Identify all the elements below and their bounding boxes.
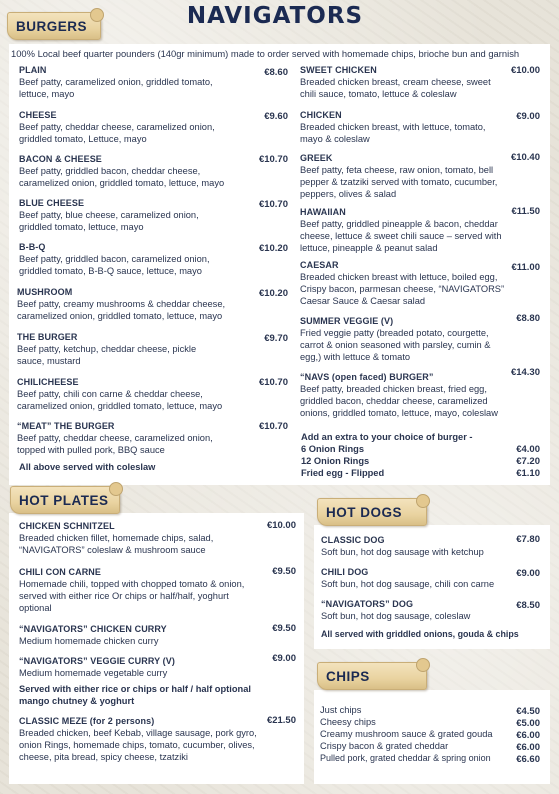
extra-item-name: 6 Onion Rings	[301, 444, 365, 454]
item-name: GREEK	[300, 153, 333, 163]
item-name: “NAVIGATORS” DOG	[321, 599, 414, 609]
item-name: BLUE CHEESE	[19, 198, 85, 208]
item-price: €9.60	[264, 111, 288, 122]
chips-item-price: €4.50	[516, 706, 540, 717]
menu-item	[19, 655, 244, 679]
page-title: NAVIGATORS	[186, 3, 364, 29]
item-desc: Breaded chicken, beef Kebab, village sausage, pork gyro, onion Rings, homemade chips, tomato, cucumber, olives, cheese, pita bread, spicy cheese, tzatziki	[19, 728, 257, 762]
menu-item	[19, 197, 229, 233]
menu-item	[19, 153, 244, 189]
menu-item	[321, 534, 511, 558]
item-price: €10.00	[266, 520, 296, 531]
extras-title: Add an extra to your choice of burger -	[301, 432, 473, 442]
item-desc: Beef patty, cheddar cheese, caramelized onion, griddled tomato, Lettuce, mayo	[19, 122, 215, 144]
item-name: CLASSIC DOG	[321, 535, 385, 545]
item-desc: Beef patty, breaded chicken breast, fried egg, griddled bacon, cheddar cheese, caramelized onions, griddled tomato, lettuce, mayo, coleslaw	[300, 384, 498, 418]
item-name: CLASSIC MEZE (for 2 persons)	[19, 716, 155, 726]
item-desc: Soft bun, hot dog sausage with ketchup	[321, 547, 484, 557]
menu-item	[300, 315, 508, 363]
chips-item-price: €5.00	[516, 718, 540, 729]
item-name: PLAIN	[19, 65, 47, 75]
item-desc: Beef patty, feta cheese, raw onion, tomato, bell pepper & tzatziki served with tomato, cucumber, peppers, olives & salad	[300, 165, 498, 199]
item-name: CHEESE	[19, 110, 57, 120]
item-name: SWEET CHICKEN	[300, 65, 377, 75]
chips-heading	[317, 662, 427, 690]
chips-item-name: Just chips	[320, 705, 362, 715]
item-name: CAESAR	[300, 260, 339, 270]
item-name: CHICKEN	[300, 110, 342, 120]
item-desc: Breaded chicken breast with lettuce, boiled egg, Crispy bacon, parmesan cheese, “NAVIGATORS” Caesar Sauce & Caesar salad	[300, 272, 505, 306]
menu-item	[300, 109, 505, 145]
burgers-heading-label: BURGERS	[16, 19, 88, 34]
item-name: MUSHROOM	[17, 287, 73, 297]
hot-dogs-heading-label: HOT DOGS	[326, 505, 403, 520]
item-price: €9.00	[516, 111, 540, 122]
item-desc: Medium homemade chicken curry	[19, 636, 159, 646]
item-desc: Soft bun, hot dog sausage, coleslaw	[321, 611, 471, 621]
extra-item-price: €4.00	[516, 444, 540, 455]
menu-item	[19, 520, 234, 556]
chips-item-price: €6.00	[516, 730, 540, 741]
item-desc: Beef patty, griddled bacon, cheddar cheese, caramelized onion, griddled tomato, lettuce, mayo	[19, 166, 225, 188]
item-price: €9.50	[272, 623, 296, 634]
menu-item	[17, 420, 232, 456]
item-desc: Breaded chicken breast, cream cheese, sweet chili sauce, tomato, lettuce & coleslaw	[300, 77, 491, 99]
hot-dogs-note: All served with griddled onions, gouda & chips	[321, 629, 519, 639]
scroll-curl-icon	[109, 482, 123, 496]
item-desc: Beef patty, creamy mushrooms & cheddar cheese, caramelized onion, griddled tomato, lettuce, mayo	[17, 299, 226, 321]
item-desc: Beef patty, ketchup, cheddar cheese, pickle sauce, mustard	[17, 344, 197, 366]
item-name: CHICKEN SCHNITZEL	[19, 521, 115, 531]
menu-item	[300, 206, 505, 254]
burgers-intro: 100% Local beef quarter pounders (140gr minimum) made to order served with homemade chips, brioche bun and garnish	[11, 48, 520, 59]
menu-item	[17, 286, 245, 322]
item-desc: Beef patty, blue cheese, caramelized onion, griddled tomato, lettuce, mayo	[19, 210, 199, 232]
chips-item-name: Pulled pork, grated cheddar & spring onion	[320, 753, 491, 763]
scroll-curl-icon	[90, 8, 104, 22]
item-desc: Beef patty, griddled pineapple & bacon, cheddar cheese, lettuce & sweet chili sauce – served with lettuce, pineapple & peanut salad	[300, 219, 502, 253]
item-desc: Breaded chicken breast, with lettuce, tomato, mayo & coleslaw	[300, 122, 486, 144]
extra-item-name: 12 Onion Rings	[301, 456, 370, 466]
item-price: €10.70	[258, 421, 288, 432]
menu-item	[300, 64, 500, 100]
menu-item	[19, 566, 254, 614]
item-name: SUMMER VEGGIE (V)	[300, 316, 394, 326]
item-name: BACON & CHEESE	[19, 154, 102, 164]
item-name: THE BURGER	[17, 332, 78, 342]
menu-item	[19, 241, 234, 277]
chips-item-price: €6.60	[516, 754, 540, 765]
item-name: B-B-Q	[19, 242, 46, 252]
item-desc: Beef patty, cheddar cheese, caramelized onion, topped with pulled pork, BBQ sauce	[17, 433, 213, 455]
item-desc: Beef patty, caramelized onion, griddled tomato, lettuce, mayo	[19, 77, 213, 99]
item-price: €11.00	[511, 262, 540, 273]
item-name: “MEAT” THE BURGER	[17, 421, 115, 431]
item-price: €9.50	[272, 566, 296, 577]
item-desc: Medium homemade vegetable curry	[19, 668, 168, 678]
item-price: €11.50	[511, 206, 540, 217]
item-price: €10.70	[258, 154, 288, 165]
item-price: €10.20	[258, 243, 288, 254]
chips-heading-label: CHIPS	[326, 669, 370, 684]
menu-item	[19, 715, 281, 763]
menu-item	[17, 376, 245, 412]
menu-item	[19, 623, 244, 647]
item-price: €8.60	[264, 67, 288, 78]
item-name: CHILI DOG	[321, 567, 369, 577]
item-name: HAWAIIAN	[300, 207, 346, 217]
extra-item-price: €1.10	[516, 468, 540, 479]
item-price: €10.70	[258, 199, 288, 210]
menu-item	[300, 371, 510, 419]
item-price: €9.70	[264, 333, 288, 344]
extra-item-price: €7.20	[516, 456, 540, 467]
item-price: €8.80	[516, 313, 540, 324]
hot-plates-heading-label: HOT PLATES	[19, 493, 109, 508]
item-price: €9.00	[272, 653, 296, 664]
item-name: “NAVIGATORS” VEGGIE CURRY (V)	[19, 656, 175, 666]
item-price: €8.50	[516, 600, 540, 611]
hot-dogs-heading	[317, 498, 427, 526]
burgers-heading	[7, 12, 101, 40]
item-desc: Soft bun, hot dog sausage, chili con carne	[321, 579, 495, 589]
chips-item-name: Crispy bacon & grated cheddar	[320, 741, 449, 751]
item-desc: Fried veggie patty (breaded potato, courgette, carrot & onion seasoned with parsley, cumin & egg,) with lettuce & tomato	[300, 328, 491, 362]
item-desc: Beef patty, chili con carne & cheddar cheese, caramelized onion, griddled tomato, lettuce, mayo	[17, 389, 223, 411]
scroll-curl-icon	[416, 494, 430, 508]
item-price: €14.30	[510, 367, 540, 378]
item-desc: Breaded chicken fillet, homemade chips, salad, “NAVIGATORS” coleslaw & mushroom sauce	[19, 533, 214, 555]
item-price: €10.40	[510, 152, 540, 163]
extra-item-name: Fried egg - Flipped	[301, 468, 385, 478]
scroll-curl-icon	[416, 658, 430, 672]
item-price: €7.80	[516, 534, 540, 545]
chips-item-name: Cheesy chips	[320, 717, 376, 727]
item-price: €21.50	[266, 715, 296, 726]
item-price: €9.00	[516, 568, 540, 579]
menu-item	[17, 331, 217, 367]
hot-plates-heading	[10, 486, 120, 514]
item-desc: Homemade chili, topped with chopped tomato & onion, served with either rice Or chips or half/half, yoghurt optional	[19, 579, 245, 613]
menu-item	[321, 566, 511, 590]
item-price: €10.00	[510, 65, 540, 76]
menu-item	[19, 109, 244, 145]
chips-item-name: Creamy mushroom sauce & grated gouda	[320, 729, 493, 739]
item-name: CHILICHEESE	[17, 377, 79, 387]
menu-item	[300, 152, 505, 200]
menu-item	[19, 64, 239, 100]
item-name: “NAVS (open faced) BURGER”	[300, 372, 434, 382]
hot-plates-note: Served with either rice or chips or half / half optional mango chutney & yoghurt	[19, 684, 251, 706]
burgers-left-note: All above served with coleslaw	[19, 462, 156, 472]
item-name: CHILI CON CARNE	[19, 567, 101, 577]
chips-item-price: €6.00	[516, 742, 540, 753]
menu-item	[321, 598, 511, 622]
item-desc: Beef patty, griddled bacon, caramelized onion, griddled tomato, B-B-Q sauce, lettuce, mayo	[19, 254, 210, 276]
item-name: “NAVIGATORS” CHICKEN CURRY	[19, 624, 167, 634]
menu-item	[300, 259, 505, 307]
item-price: €10.70	[258, 377, 288, 388]
item-price: €10.20	[258, 288, 288, 299]
